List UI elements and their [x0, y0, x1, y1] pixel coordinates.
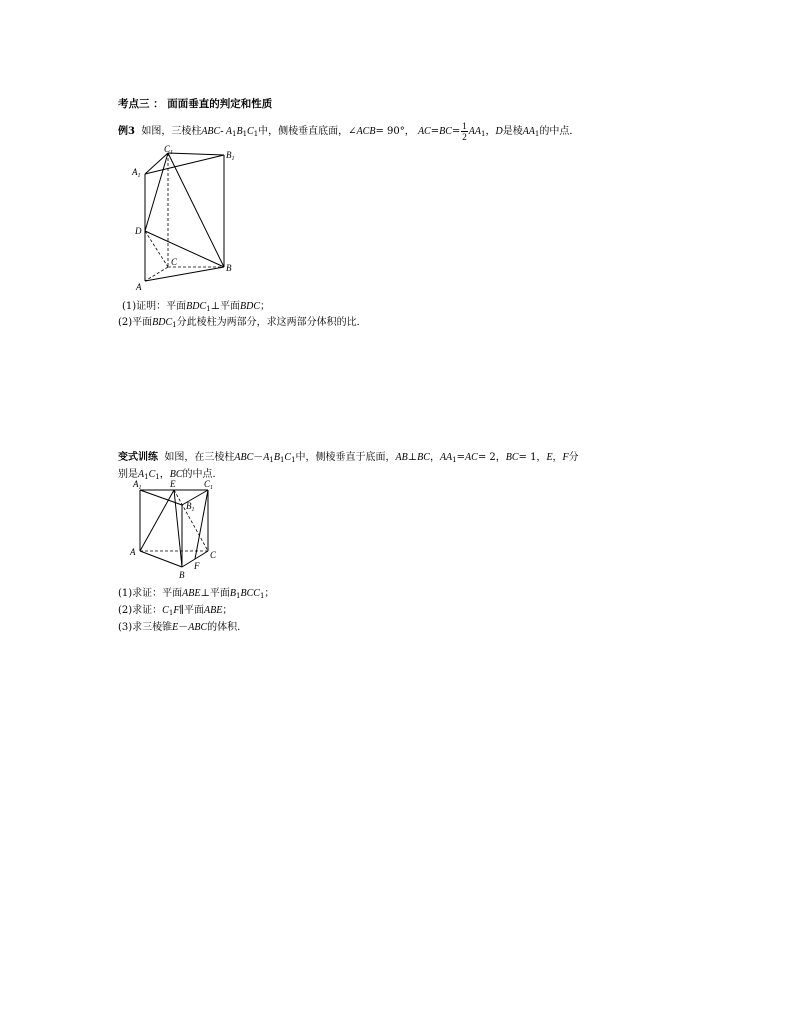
question-text: 分此棱柱为两部分，求这两部分体积的比． — [176, 317, 367, 328]
question-text: ； — [264, 588, 275, 599]
label-b1: $B_1$ — [226, 150, 235, 162]
sub: 1 — [291, 456, 296, 464]
question-text: 的体积． — [207, 622, 248, 633]
prism-name: B — [273, 452, 280, 463]
label-e: E — [170, 479, 176, 489]
variant-text: 中，侧棱垂直于底面， — [295, 452, 396, 463]
equals: = — [456, 452, 466, 463]
variant-text: 分 — [568, 452, 579, 463]
prism-name: B — [236, 126, 243, 137]
sub: 1 — [236, 592, 241, 600]
label-a: A — [136, 282, 142, 292]
question-text: (1)求证：平面 — [118, 588, 183, 599]
question-text: (1)证明：平面 — [122, 301, 187, 312]
question-text: ∥平面 — [179, 605, 205, 616]
label-a1: $A_1$ — [132, 167, 141, 179]
question-text: ⊥平面 — [210, 301, 241, 312]
dash: － — [178, 622, 189, 633]
variant-text: 如图，在三棱柱 — [164, 452, 235, 463]
sub: 1 — [534, 130, 540, 138]
segment-ab: AB — [395, 452, 408, 463]
fraction-numerator: 1 — [462, 121, 467, 131]
plane-name: BDC — [152, 317, 173, 328]
label-a1: $A_1$ — [133, 479, 142, 491]
example3-question-1 — [122, 297, 270, 312]
label-b: B — [226, 263, 232, 273]
variant-prism-figure — [128, 478, 228, 580]
label-d: D — [135, 226, 142, 236]
variant-text: = 2， — [477, 452, 506, 463]
edge-c1d — [145, 153, 168, 231]
segment-ac: AC — [417, 126, 431, 137]
fraction-one-half — [461, 121, 468, 142]
example3-text: = 90°， — [375, 126, 415, 137]
label-c: C — [210, 550, 217, 560]
prism-name: A — [263, 452, 270, 463]
label-a: A — [130, 547, 136, 557]
segment-aa1: AA — [522, 126, 535, 137]
label-c1: $C_1$ — [204, 479, 214, 491]
angle-name: ACB — [356, 126, 376, 137]
segment-bc: BC — [417, 452, 430, 463]
edge-eb — [174, 490, 182, 567]
variant-text: ， — [552, 452, 563, 463]
variant-text: 别是 — [118, 469, 138, 480]
point-d: D — [495, 126, 503, 137]
edge-ab — [145, 267, 224, 281]
label-c1: $C_1$ — [164, 144, 174, 156]
question-text: (2)求证： — [118, 605, 163, 616]
dash: － — [253, 452, 264, 463]
sub: 1 — [168, 609, 174, 617]
segment-bc: BC — [169, 469, 183, 480]
example3-text: ， — [485, 126, 496, 137]
question-text: ； — [260, 301, 271, 312]
example3-label: 例3 — [118, 126, 135, 137]
label-c: C — [171, 257, 178, 267]
example3-text: 中，侧棱垂直底面，∠ — [258, 126, 357, 137]
question-text: (2)平面 — [118, 317, 153, 328]
example3-prism-figure — [128, 143, 248, 293]
prism-name: ABC — [234, 452, 254, 463]
edge-c1b — [168, 153, 224, 267]
sub: 1 — [155, 473, 160, 481]
variant-question-1 — [118, 584, 274, 599]
variant-statement-line1 — [118, 448, 579, 463]
variant-text: = 1， — [518, 452, 547, 463]
edge-a1b1 — [145, 155, 224, 174]
plane-name: ABC — [188, 622, 208, 633]
sub: 1 — [144, 473, 149, 481]
prism-name: C — [284, 452, 292, 463]
prism-name: ABC- A — [201, 126, 232, 137]
segment-a1c1: A — [138, 469, 145, 480]
plane-name: BDC — [186, 301, 207, 312]
plane-name: BDC — [240, 301, 261, 312]
variant-question-2 — [118, 601, 232, 616]
sub: 1 — [259, 592, 265, 600]
example3-statement — [118, 121, 579, 142]
edge-c1f — [195, 490, 208, 559]
plane-name: ABE — [182, 588, 201, 599]
edge-ab — [140, 551, 182, 567]
label-f: F — [194, 561, 200, 571]
sub: 1 — [172, 321, 177, 329]
example3-text: 的中点． — [539, 126, 580, 137]
variant-text: 的中点． — [182, 469, 223, 480]
prism-name: C — [247, 126, 254, 137]
segment-aa1: AA — [439, 452, 453, 463]
segment-ac: AC — [465, 452, 478, 463]
variant-text: ， — [159, 469, 170, 480]
question-text: ⊥平面 — [200, 588, 230, 599]
point-e: E — [546, 452, 553, 463]
perp: ⊥ — [407, 452, 418, 463]
fraction-denominator: 2 — [462, 132, 467, 142]
plane-name: B — [229, 588, 237, 599]
equals: = — [451, 126, 461, 137]
sub: 1 — [206, 305, 211, 313]
segment-c1f: F — [173, 605, 180, 616]
label-b: B — [179, 570, 185, 580]
section-title: 考点三 ： 面面垂直的判定和性质 — [118, 98, 273, 110]
sub: 1 — [253, 130, 259, 138]
edge-c1b1 — [168, 153, 224, 155]
sub: 1 — [452, 456, 457, 464]
point-e: E — [172, 622, 179, 633]
example3-text: 是棱 — [502, 126, 523, 137]
sub: 1 — [481, 130, 486, 138]
equals: = — [430, 126, 440, 137]
plane-name: BCC — [240, 588, 260, 599]
sub: 1 — [231, 130, 237, 138]
label-b1: $B_1$ — [186, 501, 195, 513]
segment-c1f: C — [162, 605, 169, 616]
segment-bc: BC — [505, 452, 519, 463]
plane-name: ABE — [204, 605, 223, 616]
segment-a1c1: C — [148, 469, 156, 480]
sub: 1 — [269, 456, 274, 464]
example3-question-2 — [118, 313, 367, 328]
variant-text: ， — [429, 452, 440, 463]
segment-aa1: AA — [468, 126, 481, 137]
variant-question-3 — [118, 618, 247, 633]
question-text: (3)求三棱锥 — [118, 622, 173, 633]
variant-label: 变式训练 — [118, 452, 158, 463]
sub: 1 — [242, 130, 248, 138]
segment-bc: BC — [439, 126, 452, 137]
sub: 1 — [279, 456, 285, 464]
example3-text: 如图，三棱柱 — [141, 126, 202, 137]
question-text: ； — [222, 605, 233, 616]
point-f: F — [562, 452, 569, 463]
edge-ea — [140, 490, 174, 551]
